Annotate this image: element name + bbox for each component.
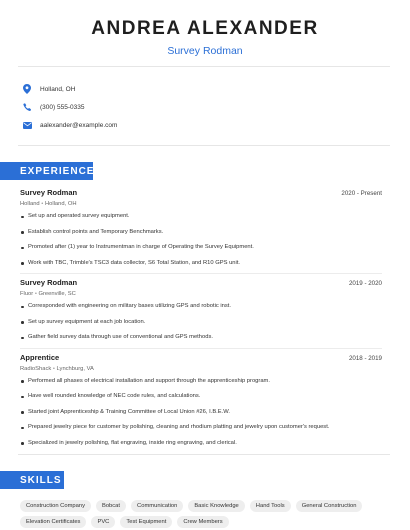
job-company-line: Holland • Holland, OH [20,201,77,207]
skill-chip: General Construction [296,500,363,512]
map-pin-icon [22,84,32,94]
job-entry [20,278,382,346]
experience-list [20,188,382,451]
list-item: Set up survey equipment at each job location. [20,315,382,331]
job-company: Fluor [20,291,34,297]
job-company: Holland [20,201,40,207]
job-title: Apprentice [20,352,60,362]
skill-chip: Hand Tools [250,500,291,512]
envelope-icon [22,120,32,130]
list-item: Specialized in jewelry polishing, flat engraving, inside ring engraving, and clerical. [20,436,382,452]
skill-chip: PVC [91,516,115,528]
job-dates: 2018 - 2019 [348,354,382,362]
job-bullets [20,374,382,452]
job-dates: 2020 - Present [341,190,382,197]
contact-phone [22,98,382,116]
job-location: Lynchburg, VA [56,365,94,372]
job-divider [20,273,382,274]
list-item: Gather field survey data through use of conventional and GPS methods. [20,330,382,346]
list-item: Started joint Apprenticeship & Training Committee of Local Union #26, I.B.E.W. [20,405,382,421]
list-item: Set up and operated survey equipment. [20,209,382,225]
skill-chip: Communication [131,500,183,512]
experience-divider [18,454,390,455]
skill-chip: Construction Company [20,500,91,512]
skill-chip: Elevation Certificates [20,516,86,528]
job-bullets [20,299,382,346]
list-item: Prepared jewelry piece for customer by polishing, cleaning and rhodium platting and jewelry upon customer's request. [20,420,382,436]
job-location: Greenville, SC [38,291,76,297]
skill-chip: Test Equipment [120,516,172,528]
skill-chip: Crew Members [177,516,228,528]
job-title: Survey Rodman [20,278,78,287]
candidate-role: Survey Rodman [167,45,243,57]
list-item: Work with TBC, Trimble's TSC3 data collector, S6 Total Station, and R10 GPS unit. [20,256,382,272]
job-title: Survey Rodman [20,188,78,197]
job-entry [20,188,382,271]
header-divider [18,66,390,67]
contact-email [22,116,382,134]
candidate-name: ANDREA ALEXANDER [91,18,319,39]
list-item: Corresponded with engineering on military bases utilizing GPS and robotic inst. [20,299,382,315]
contact-list [22,80,382,134]
location-text: Holland, OH [40,85,76,93]
phone-text[interactable]: (300) 555-0335 [40,103,85,111]
skills-list [20,500,390,528]
skill-chip: Basic Knowledge [188,500,244,512]
job-location: Holland, OH [44,201,77,207]
skills-section-heading: SKILLS [0,471,64,489]
list-item: Promoted after (1) year to Instrumentman in charge of Operating the Survey Equipment. [20,240,382,256]
job-company: RadioShack [20,365,52,372]
list-item: Have well rounded knowledge of NEC code rules, and calculations. [20,389,382,405]
resume-header [0,18,410,58]
job-company-line: Fluor • Greenville, SC [20,291,76,297]
email-text[interactable]: aalexander@example.com [40,121,118,129]
contact-location [22,80,382,98]
list-item: Establish control points and Temporary Benchmarks. [20,225,382,241]
phone-icon [22,102,32,112]
skill-chip: Bobcat [96,500,126,512]
job-company-line: RadioShack • Lynchburg, VA [20,365,94,372]
job-entry [20,353,382,452]
job-divider [20,348,382,349]
job-dates: 2019 - 2020 [348,280,382,287]
list-item: Performed all phases of electrical installation and support through the apprenticeship program. [20,374,382,390]
experience-section-heading: EXPERIENCE [0,162,93,180]
job-bullets [20,209,382,271]
contact-divider [18,145,390,146]
